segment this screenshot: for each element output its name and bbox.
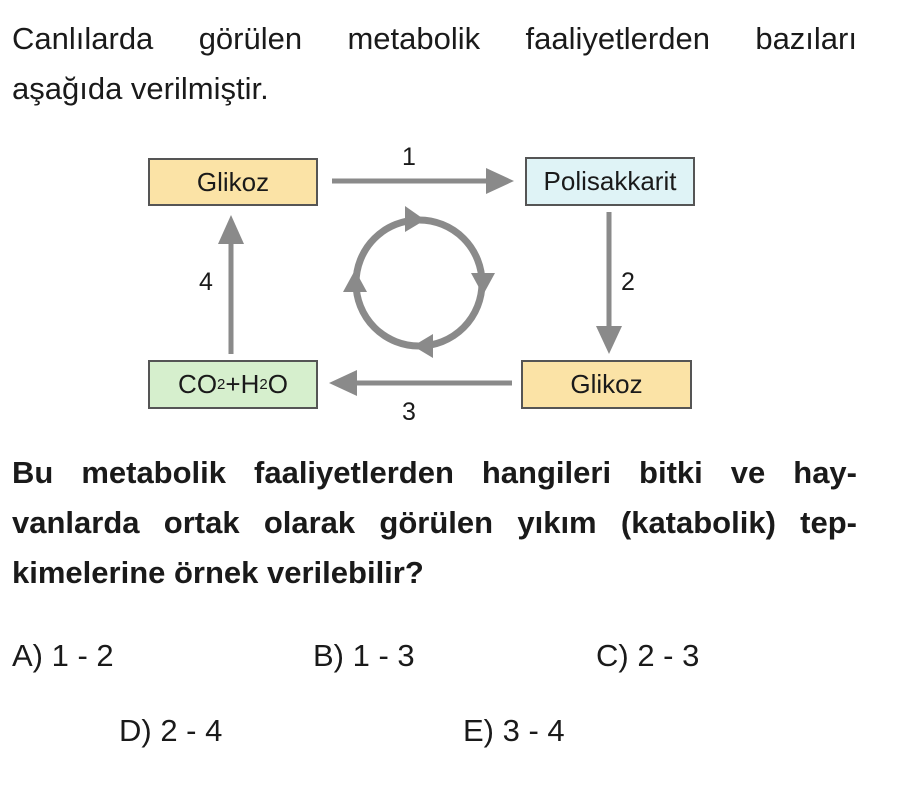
option-a[interactable]: A) 1 - 2 [12, 638, 114, 673]
question-line-3: kimelerine örnek verilebilir? [12, 555, 424, 590]
arrow-label-1: 1 [402, 143, 416, 171]
option-d[interactable]: D) 2 - 4 [119, 713, 223, 748]
cycle-arrowhead-top [405, 206, 425, 232]
co-text: CO [178, 369, 218, 399]
plus-h-text: +H [225, 369, 260, 399]
o-text: O [267, 369, 288, 399]
cycle-arrowhead-right [471, 273, 495, 295]
cycle-arrowhead-left [343, 270, 367, 292]
question-line-2: vanlarda ortak olarak görülen yıkım (katabolik) tep- [12, 505, 857, 540]
question-text [12, 448, 857, 598]
co2-subscript: 2 [217, 376, 226, 393]
intro-line-1: Canlılarda görülen metabolik faaliyetlerden bazıları [12, 21, 857, 56]
option-c[interactable]: C) 2 - 3 [596, 638, 700, 673]
box-co2-h2o [148, 360, 318, 409]
arrow-1-head [486, 168, 514, 194]
arrow-2-head [596, 326, 622, 354]
arrow-3-head [329, 370, 357, 396]
cycle-circle [356, 220, 482, 346]
intro-line-2: aşağıda verilmiştir. [12, 71, 269, 106]
option-b[interactable]: B) 1 - 3 [313, 638, 415, 673]
option-e[interactable]: E) 3 - 4 [463, 713, 565, 748]
box-polisakkarit: Polisakkarit [525, 157, 695, 206]
cycle-arrowhead-bottom [413, 334, 433, 358]
box-glikoz-top: Glikoz [148, 158, 318, 206]
box-glikoz-bottom: Glikoz [521, 360, 692, 409]
arrow-label-3: 3 [402, 398, 416, 426]
h2-subscript: 2 [259, 376, 268, 393]
question-line-1: Bu metabolik faaliyetlerden hangileri bitki ve hay- [12, 455, 857, 490]
arrow-label-2: 2 [621, 268, 635, 296]
arrow-label-4: 4 [199, 268, 213, 296]
arrow-4-head [218, 215, 244, 244]
